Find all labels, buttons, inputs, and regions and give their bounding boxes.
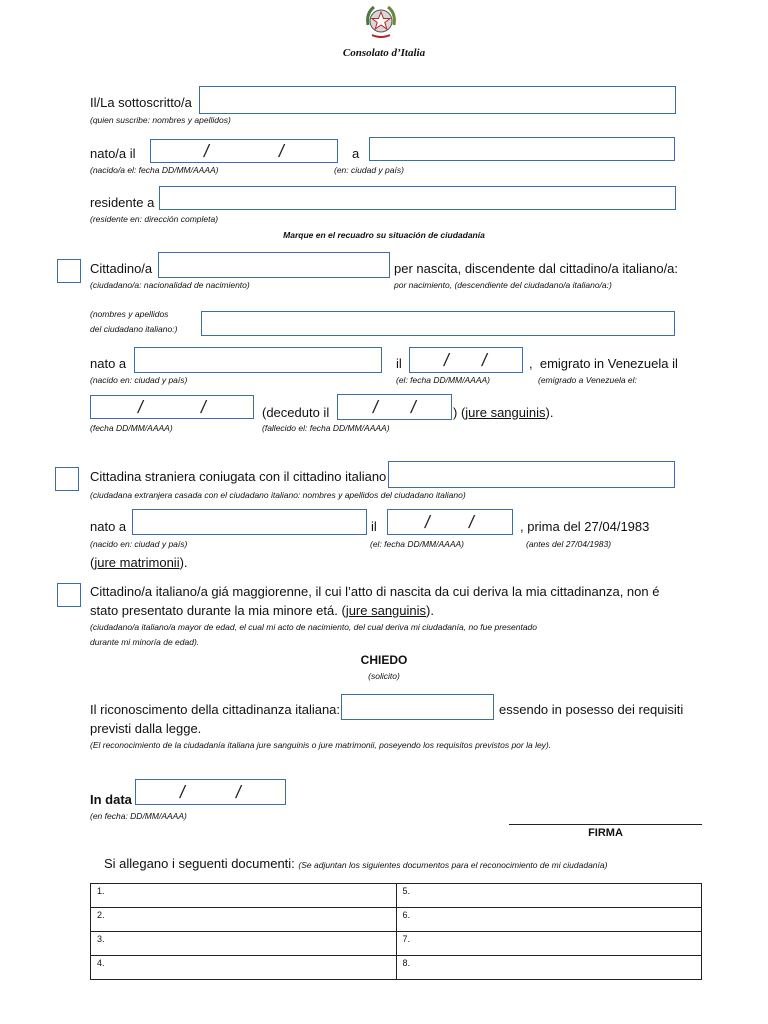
citizenship-type-field[interactable] (341, 694, 494, 720)
ancestor-il-label: il (396, 356, 402, 371)
emigrated-sub: (emigrado a Venezuela el: (538, 375, 637, 385)
prior-date-text: , prima del 27/04/1983 (520, 519, 650, 534)
residence-sub: (residente en: dirección completa) (90, 214, 219, 224)
date-separator: / (234, 781, 244, 802)
date-separator: / (480, 349, 490, 370)
option1-label: Cittadino/a (90, 261, 153, 276)
death-date-sub: (fallecido el: fecha DD/MM/AAAA) (262, 423, 390, 433)
option1-sub: (ciudadano/a: nacionalidad de nacimiento) (90, 280, 250, 290)
jure-sanguinis-text (453, 405, 553, 420)
request-text1: Il riconoscimento della cittadinanza italiana: (90, 702, 341, 717)
date-separator: / (202, 140, 211, 161)
nationality-field[interactable] (158, 252, 390, 278)
ancestor-names-sub-1: (nombres y apellidos (90, 309, 169, 319)
residence-label: residente a (90, 195, 155, 210)
request-title: CHIEDO (360, 653, 408, 667)
birth-label: nato/a il (90, 146, 136, 161)
ancestor-il-sub: (el: fecha DD/MM/AAAA) (396, 375, 490, 385)
death-date-field[interactable] (337, 394, 452, 420)
document-cell[interactable]: 1. (91, 884, 397, 908)
date-separator: / (277, 140, 286, 161)
spouse-name-field[interactable] (388, 461, 675, 488)
option-married-checkbox[interactable] (55, 467, 79, 491)
documents-label (104, 856, 607, 871)
jure-close: ). (426, 603, 434, 618)
documents-label-sub: (Se adjuntan los siguientes documentos para el reconocimiento de mi ciudadanía) (298, 860, 608, 870)
ancestor-names-sub-2: del ciudadano italiano:) (90, 324, 178, 334)
jure-close: ). (179, 555, 188, 570)
jure-matrimonii: jure matrimonii (94, 555, 180, 570)
signature-label: FIRMA (588, 827, 623, 839)
document-cell[interactable]: 5. (396, 884, 702, 908)
document-cell[interactable]: 7. (396, 932, 702, 956)
option1-by-birth-sub: por nacimiento, (descendiente del ciudadano/a italiano/a:) (394, 280, 612, 290)
date-sub: (en fecha: DD/MM/AAAA) (90, 811, 187, 821)
documents-label-text: Si allegano i seguenti documenti: (104, 856, 295, 871)
signature-line[interactable] (509, 824, 702, 825)
option3-line1: Cittadino/a italiano/a giá maggiorenne, il cui l’atto di nascita da cui deriva la mia cittadinanza, non é (90, 584, 660, 599)
subscriber-name-field[interactable] (199, 86, 676, 114)
ancestor-born-sub: (nacido en: ciudad y país) (90, 375, 188, 385)
option3-sub1: (ciudadano/a italiano/a mayor de edad, el cual mi acto de nacimiento, del cual deriva mi ciudadanía, no fue presentado (90, 622, 538, 632)
jure-open: ) ( (453, 405, 466, 420)
italian-republic-emblem-icon (364, 3, 398, 41)
date-separator: / (442, 349, 452, 370)
subscriber-label: Il/La sottoscritto/a (90, 95, 192, 110)
date-separator: / (178, 781, 187, 802)
spouse-born-sub: (nacido en: ciudad y país) (90, 539, 188, 549)
request-sub: (El reconocimiento de la ciudadanía italiana jure sanguinis o jure matrimonii, poseyendo los requisitos previstos por la ley). (90, 740, 552, 750)
date-separator: / (371, 396, 380, 417)
birth-date-field[interactable] (150, 139, 338, 163)
spouse-born-label: nato a (90, 519, 127, 534)
request-text2: essendo in posesso dei requisiti (499, 702, 684, 717)
marriage-date-field[interactable] (387, 509, 513, 535)
jure-matrimonii-text (90, 555, 188, 570)
jure-sanguinis: jure sanguinis (465, 405, 546, 420)
jure-open: ( (90, 555, 95, 570)
emigration-date-field[interactable] (90, 395, 254, 419)
spouse-il-sub: (el: fecha DD/MM/AAAA) (370, 539, 464, 549)
document-cell[interactable]: 6. (396, 908, 702, 932)
option2-label: Cittadina straniera coniugata con il cittadino italiano (90, 469, 387, 484)
request-text3: previsti dalla legge. (90, 721, 202, 736)
table-row (91, 908, 702, 932)
option2-sub: (ciudadana extranjera casada con el ciudadano italiano: nombres y apellidos del ciudadano italiano) (90, 490, 466, 500)
ancestor-born-label: nato a (90, 356, 127, 371)
emigrated-label: , emigrato in Venezuela il (529, 356, 678, 371)
jure-sanguinis: jure sanguinis (345, 603, 427, 618)
residence-field[interactable] (159, 186, 676, 210)
option-adult-citizen-checkbox[interactable] (57, 583, 81, 607)
document-cell[interactable]: 4. (91, 956, 397, 980)
spouse-il-label: il (371, 519, 377, 534)
birth-place-field[interactable] (369, 137, 675, 161)
instruction-text: Marque en el recuadro su situación de ciudadanía (283, 230, 485, 240)
emigrated-text: emigrato in Venezuela il (539, 356, 678, 371)
deceased-label: (deceduto il (262, 405, 330, 420)
ancestor-birthplace-field[interactable] (134, 347, 382, 373)
document-cell[interactable]: 8. (396, 956, 702, 980)
date-separator: / (409, 396, 419, 417)
document-cell[interactable]: 3. (91, 932, 397, 956)
birth-place-sub: (en: ciudad y país) (334, 165, 404, 175)
emigration-date-sub: (fecha DD/MM/AAAA) (90, 423, 173, 433)
table-row (91, 884, 702, 908)
option3-line2 (90, 603, 434, 618)
prior-date-sub: (antes del 27/04/1983) (526, 539, 612, 549)
jure-close: ). (545, 405, 554, 420)
option3-sub2: durante mi minoría de edad). (90, 637, 200, 647)
table-row (91, 932, 702, 956)
birth-place-label: a (352, 146, 360, 161)
emblem (364, 3, 398, 41)
date-separator: / (136, 396, 145, 417)
date-separator: / (467, 511, 477, 532)
table-row (91, 956, 702, 980)
date-separator: / (423, 511, 433, 532)
spouse-birthplace-field[interactable] (132, 509, 367, 535)
date-separator: / (199, 396, 208, 417)
date-label: In data (90, 792, 132, 807)
subscriber-sub: (quien suscribe: nombres y apellidos) (90, 115, 231, 125)
option1-by-birth: per nascita, discendente dal cittadino/a italiano/a: (394, 261, 679, 276)
request-title-sub: (solicito) (368, 671, 400, 681)
ancestor-name-field[interactable] (201, 311, 675, 336)
page-title: Consolato d’Italia (342, 47, 426, 59)
signing-date-field[interactable] (135, 779, 286, 805)
option-citizen-by-birth-checkbox[interactable] (57, 259, 81, 283)
documents-table (90, 883, 702, 980)
birth-date-sub: (nacido/a el: fecha DD/MM/AAAA) (90, 165, 219, 175)
option3-line2-text: stato presentato durante la mia minore etá. ( (90, 603, 346, 618)
document-cell[interactable]: 2. (91, 908, 397, 932)
ancestor-birth-date-field[interactable] (409, 347, 523, 373)
